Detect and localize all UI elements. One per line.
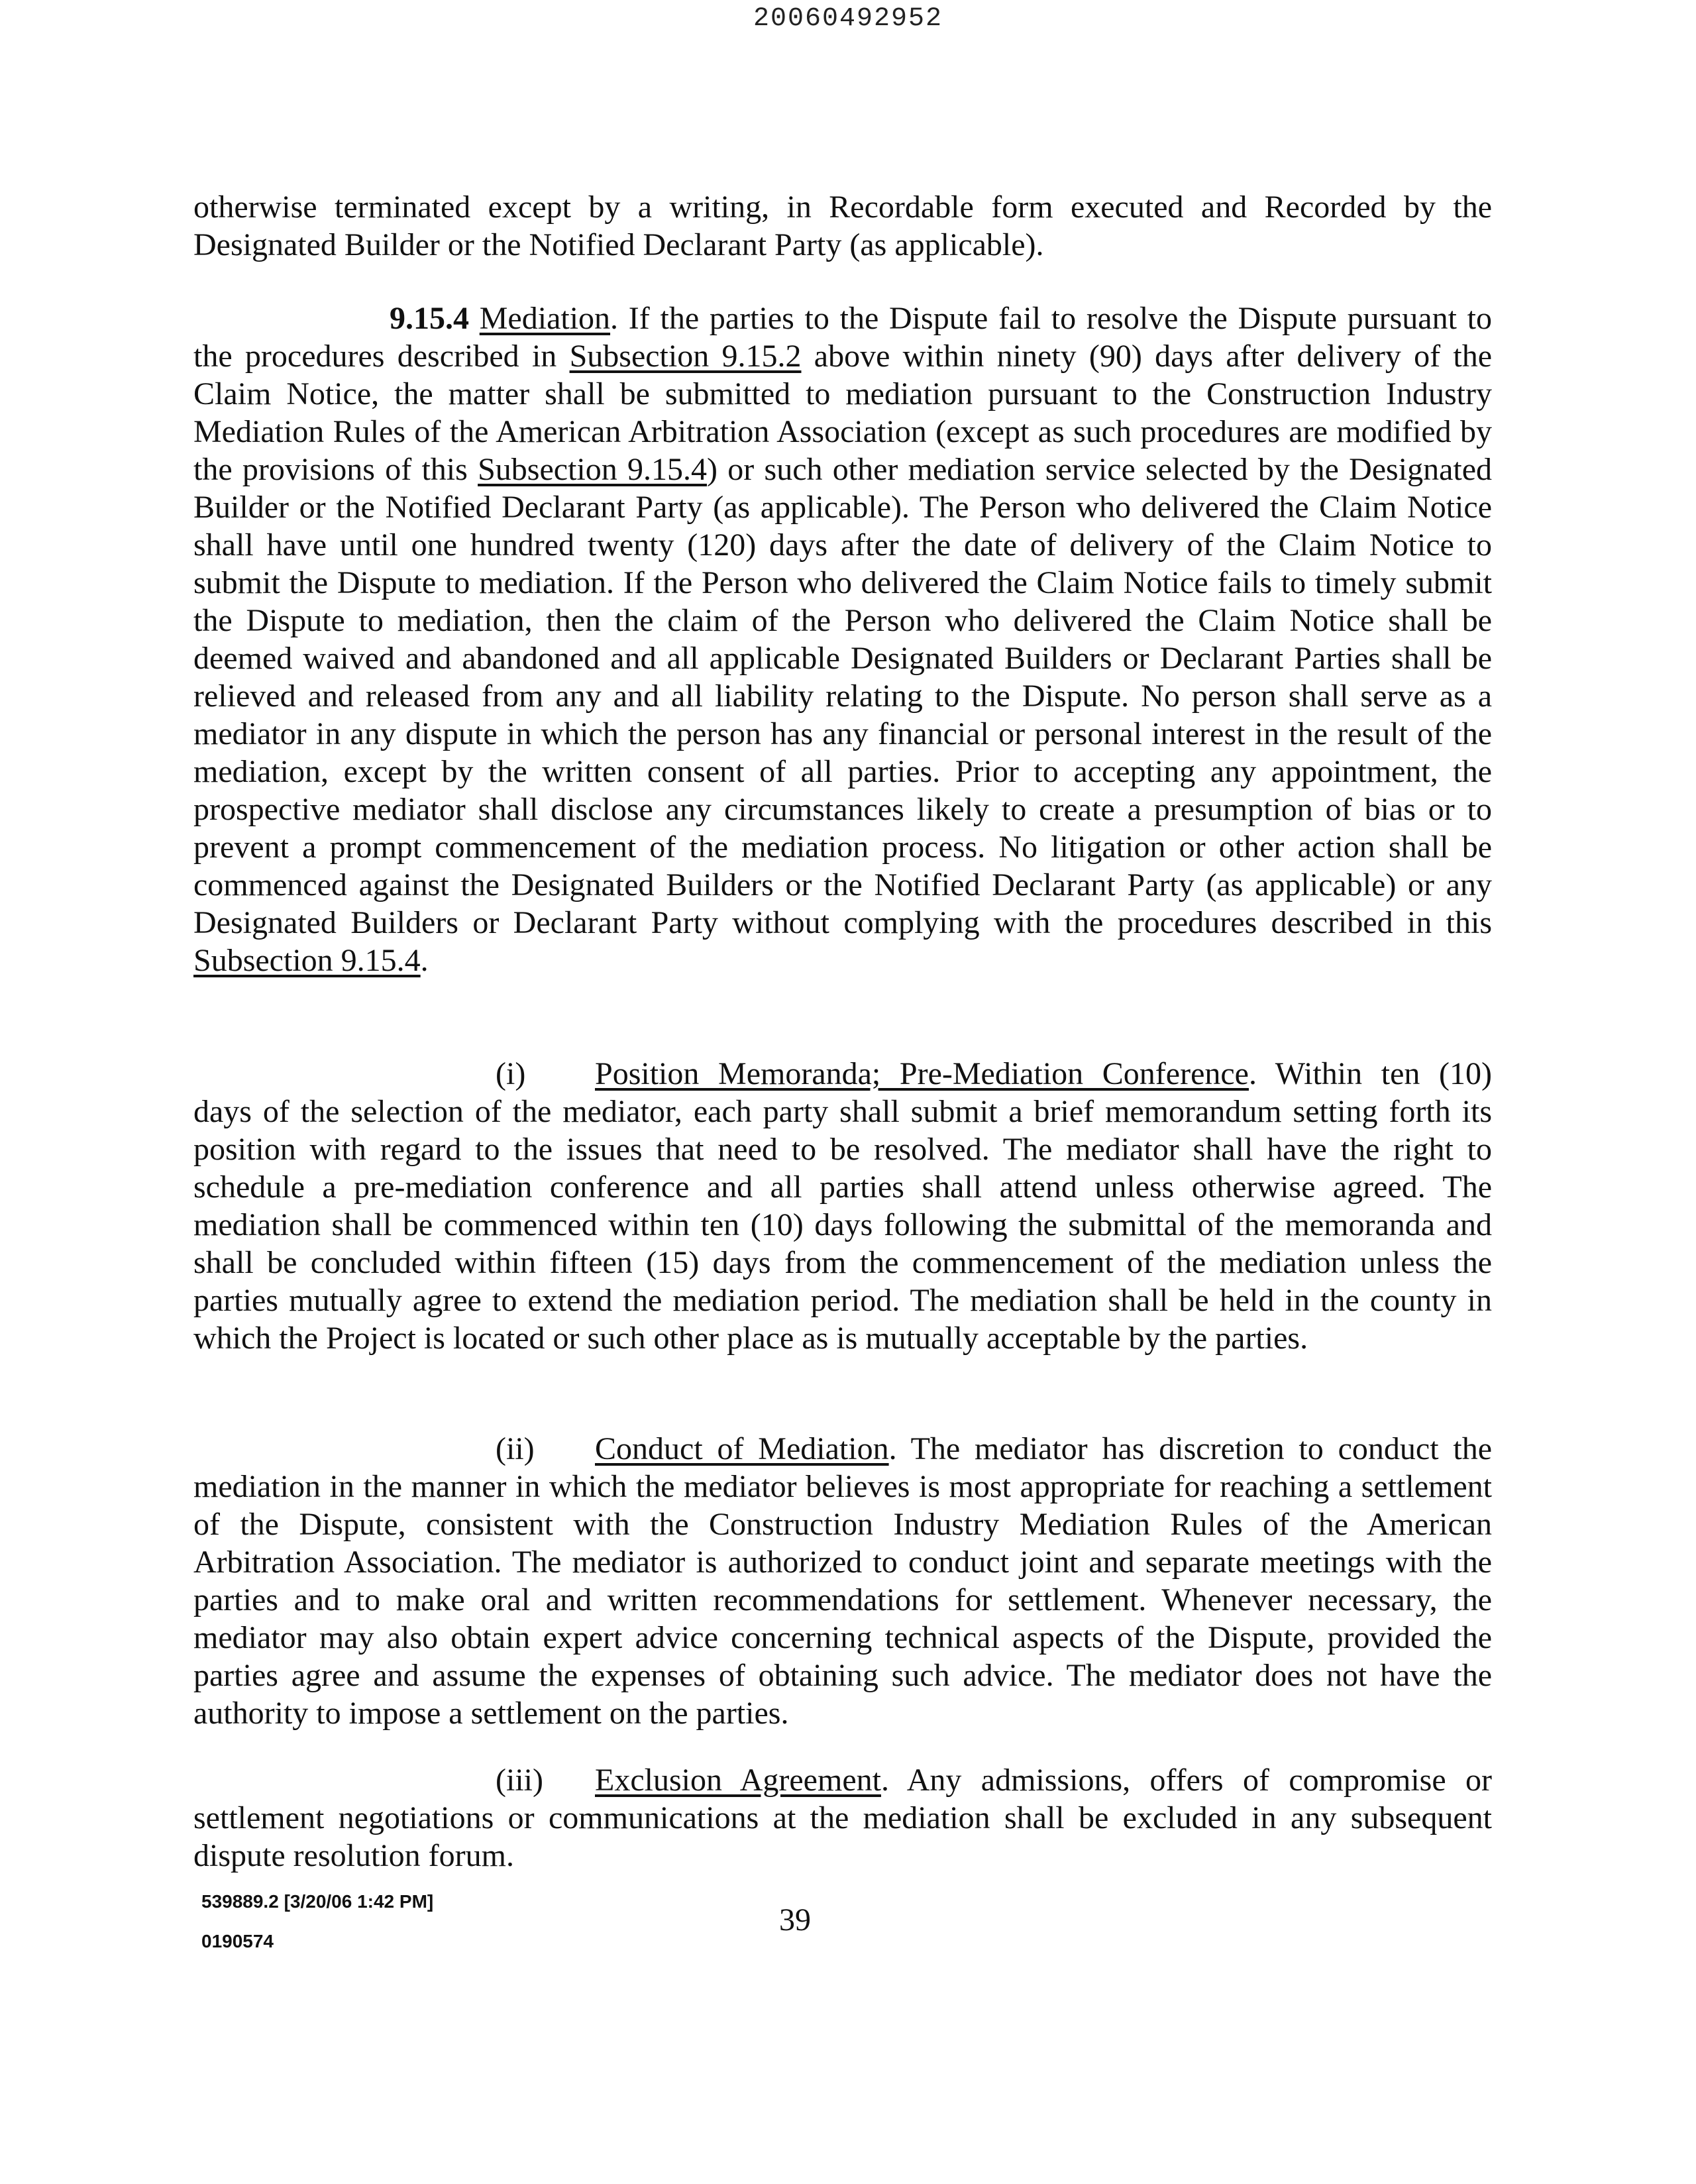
subsection-i-numeral: (i) xyxy=(496,1056,526,1091)
subsection-iii-heading: Exclusion Agreement xyxy=(595,1763,881,1798)
section-heading: Mediation xyxy=(479,301,611,336)
subsection-iii-paragraph xyxy=(193,1761,1492,1875)
subsection-i-text: . Within ten (10) days of the selection of the mediator, each party shall submit a brief memorandum setting forth its position with regard to the issues that need to be resolved. The mediator shall have the right to schedule a pre-mediation conference and all parties shall attend unless otherwise agreed. The mediation shall be commenced within ten (10) days following the submittal of the memoranda and shall be concluded within fifteen (15) days from the commencement of the mediation unless the parties mutually agree to extend the mediation period. The mediation shall be held in the county in which the Project is located or such other place as is mutually acceptable by the parties. xyxy=(193,1056,1492,1356)
section-text-2: above within ninety (90) days after delivery of the Claim Notice, the matter shall be submitted to mediation pursuant to the Construction Industry Mediation Rules of the American Arbitration Association (except as such procedures are modified by the provisions of this xyxy=(193,339,1493,487)
section-text-4: . xyxy=(420,943,429,978)
footer-doc-ref: 539889.2 [3/20/06 1:42 PM] xyxy=(201,1891,434,1912)
subsection-ii-heading: Conduct of Mediation xyxy=(595,1431,889,1466)
section-text-1: . If the parties to the Dispute fail to resolve the Dispute pursuant to the procedures described in xyxy=(193,301,1493,374)
subsection-i-heading: Position Memoranda; Pre-Mediation Conference xyxy=(595,1056,1249,1091)
subsection-iii-numeral: (iii) xyxy=(496,1763,543,1798)
continuation-paragraph xyxy=(193,188,1492,264)
subsection-ii-numeral: (ii) xyxy=(496,1431,535,1466)
subsection-ref-9-15-2: Subsection 9.15.2 xyxy=(569,339,802,374)
subsection-ref-9-15-4-end: Subsection 9.15.4 xyxy=(193,943,421,978)
subsection-ii-paragraph xyxy=(193,1430,1492,1732)
section-9-15-4-paragraph xyxy=(193,300,1492,979)
section-number: 9.15.4 xyxy=(390,301,469,336)
section-text-3: ) or such other mediation service selected by the Designated Builder or the Notified Declarant Party (as applicable). The Person who delivered the Claim Notice shall have until one hundred twenty (120) days after the date of delivery of the Claim Notice to submit the Dispute to mediation. If the Person who delivered the Claim Notice fails to timely submit the Dispute to mediation, then the claim of the Person who delivered the Claim Notice shall be deemed waived and abandoned and all applicable Designated Builders or Declarant Parties shall be relieved and released from any and all liability relating to the Dispute. No person shall serve as a mediator in any dispute in which the person has any financial or personal interest in the result of the mediation, except by the written consent of all parties. Prior to accepting any appointment, the prospective mediator shall disclose any circumstances likely to create a presumption of bias or to prevent a prompt commencement of the mediation process. No litigation or other action shall be commenced against the Designated Builders or the Notified Declarant Party (as applicable) or any Designated Builders or Declarant Party without complying with the procedures described in this xyxy=(193,452,1493,940)
subsection-ref-9-15-4: Subsection 9.15.4 xyxy=(478,452,708,487)
page-number: 39 xyxy=(779,1902,811,1938)
continuation-text: otherwise terminated except by a writing, in Recordable form executed and Recorded by the Designated Builder or the Notified Declarant Party (as applicable). xyxy=(193,190,1492,262)
subsection-iii-text: . Any admissions, offers of compromise or settlement negotiations or communications at the mediation shall be excluded in any subsequent dispute resolution forum. xyxy=(193,1763,1493,1873)
document-number: 20060492952 xyxy=(753,4,943,34)
subsection-i-paragraph xyxy=(193,1055,1492,1357)
subsection-ii-text: . The mediator has discretion to conduct the mediation in the manner in which the mediator believes is most appropriate for reaching a settlement of the Dispute, consistent with the Construction Industry Mediation Rules of the American Arbitration Association. The mediator is authorized to conduct joint and separate meetings with the parties and to make oral and written recommendations for settlement. Whenever necessary, the mediator may also obtain expert advice concerning technical aspects of the Dispute, provided the parties agree and assume the expenses of obtaining such advice. The mediator does not have the authority to impose a settlement on the parties. xyxy=(193,1431,1493,1731)
footer-file-number: 0190574 xyxy=(201,1931,274,1951)
